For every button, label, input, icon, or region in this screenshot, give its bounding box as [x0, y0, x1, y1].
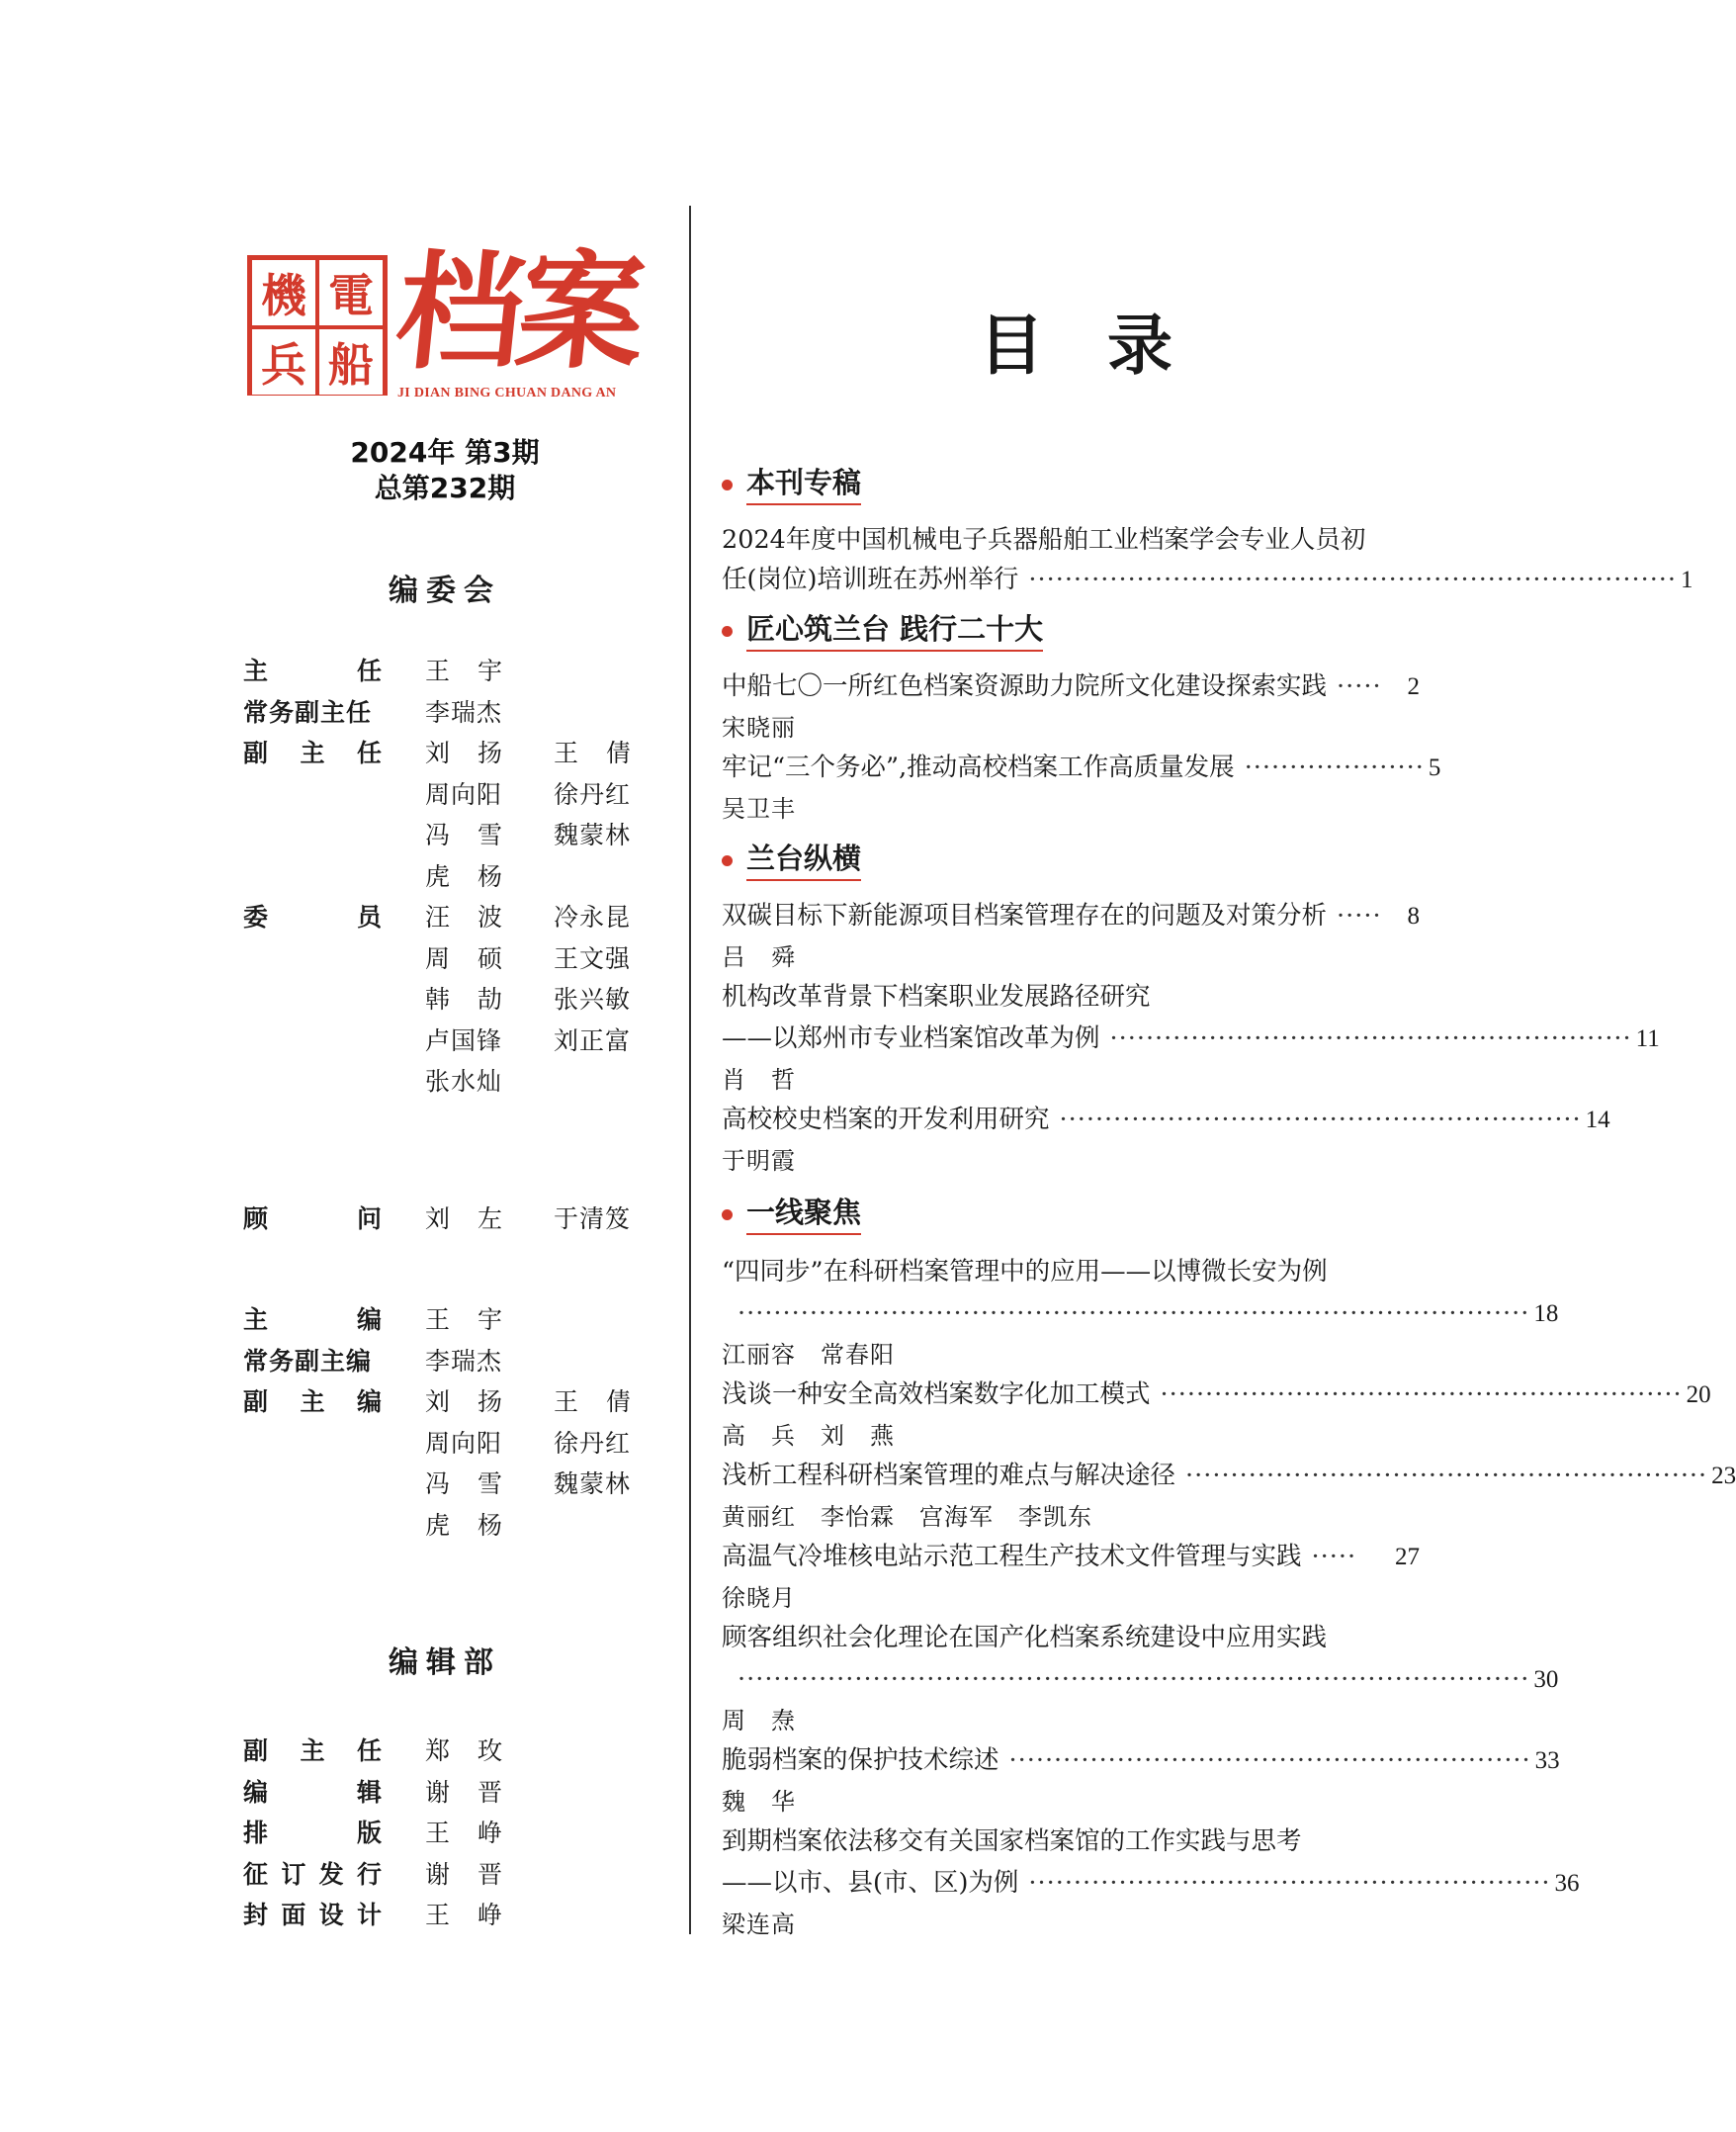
editorial-dept-title: 编辑部: [389, 1645, 501, 1680]
roster-role: 常务副主任: [243, 698, 373, 727]
toc-entry[interactable]: ——以市、县(市、区)为例 ·························································· 36: [722, 1863, 1420, 1903]
page-number: 23: [1711, 1463, 1736, 1489]
toc-entry[interactable]: 高校校史档案的开发利用研究 ·························································· 14: [722, 1100, 1420, 1139]
toc-author: 肖 哲: [722, 1066, 796, 1094]
toc-entry[interactable]: 2024年度中国机械电子兵器船舶工业档案学会专业人员初: [722, 525, 1366, 555]
toc-entry[interactable]: 浅谈一种安全高效档案数字化加工模式 ·························································· 20: [722, 1375, 1420, 1414]
roster-role: 副 主 任: [243, 739, 382, 767]
seal-char: 機: [252, 260, 315, 325]
toc-entry[interactable]: 任(岗位)培训班在苏州举行 ········································································ 1: [722, 560, 1420, 599]
roster-name: 刘正富: [554, 1026, 632, 1055]
toc-entry[interactable]: 浅析工程科研档案管理的难点与解决途径 ·························································· 23: [722, 1456, 1420, 1495]
masthead-calligraphy: 档案: [390, 238, 647, 387]
masthead-pinyin: JI DIAN BING CHUAN DANG AN: [397, 386, 617, 400]
toc-section-heading: 兰台纵横: [722, 839, 861, 882]
roster-role: 主 编: [243, 1305, 382, 1334]
roster-name: 王 峥: [425, 1819, 502, 1847]
toc-author: 于明霞: [722, 1147, 796, 1175]
issue-number: 2024年 第3期: [350, 436, 540, 469]
roster-name: 周向阳: [425, 780, 503, 809]
editorial-board-title: 编委会: [389, 574, 501, 608]
roster-name: 冯 雪: [425, 821, 502, 849]
bullet-dot-icon: [722, 480, 733, 490]
toc-entry[interactable]: ························································································ 18: [722, 1293, 1420, 1333]
page-number: 20: [1686, 1381, 1711, 1408]
roster-role: 副 主 任: [243, 1736, 382, 1765]
toc-author: 周 焘: [722, 1707, 796, 1734]
masthead-seal: [247, 255, 388, 396]
seal-char: 電: [319, 260, 383, 325]
toc-section-heading: 一线聚焦: [722, 1193, 861, 1236]
roster-name: 刘 扬: [425, 739, 502, 767]
roster-name: 王文强: [554, 944, 632, 973]
roster-name: 于清笈: [554, 1204, 632, 1233]
roster-name: 李瑞杰: [425, 698, 503, 727]
roster-name: 张兴敏: [554, 985, 632, 1014]
issue-total: 总第232期: [374, 472, 516, 504]
page-number: 5: [1428, 755, 1441, 781]
toc-entry[interactable]: 机构改革背景下档案职业发展路径研究: [722, 982, 1151, 1012]
roster-name: 虎 杨: [425, 1511, 502, 1540]
roster-name: 卢国锋: [425, 1026, 503, 1055]
toc-entry[interactable]: 中船七〇一所红色档案资源助力院所文化建设探索实践 ····· 2: [722, 666, 1420, 706]
toc-entry[interactable]: 双碳目标下新能源项目档案管理存在的问题及对策分析 ····· 8: [722, 896, 1420, 935]
toc-author: 黄丽红 李怡霖 宫海军 李凯东: [722, 1503, 1092, 1531]
bullet-dot-icon: [722, 626, 733, 637]
roster-name: 王 宇: [425, 1305, 502, 1334]
roster-name: 魏蒙林: [554, 821, 632, 849]
roster-name: 冷永昆: [554, 903, 632, 932]
toc-author: 徐晓月: [722, 1584, 796, 1612]
toc-entry[interactable]: 到期档案依法移交有关国家档案馆的工作实践与思考: [722, 1826, 1302, 1856]
roster-role: 封 面 设 计: [243, 1901, 382, 1929]
roster-name: 韩 劼: [425, 985, 502, 1014]
roster-name: 刘 扬: [425, 1387, 502, 1416]
toc-entry[interactable]: ························································································ 30: [722, 1659, 1420, 1699]
roster-name: 谢 晋: [425, 1860, 502, 1889]
toc-author: 吕 舜: [722, 943, 796, 971]
roster-name: 魏蒙林: [554, 1469, 632, 1498]
toc-author: 魏 华: [722, 1788, 796, 1816]
roster-role: 委 员: [243, 903, 382, 932]
roster-name: 冯 雪: [425, 1469, 502, 1498]
roster-name: 徐丹红: [554, 1429, 632, 1458]
toc-author: 梁连高: [722, 1910, 796, 1938]
page-number: 27: [1395, 1544, 1420, 1570]
page-number: 14: [1585, 1107, 1610, 1133]
page-number: 18: [1533, 1300, 1559, 1327]
roster-name: 王 峥: [425, 1901, 502, 1929]
roster-name: 王 倩: [554, 1387, 631, 1416]
roster-role: 常务副主编: [243, 1347, 373, 1376]
roster-name: 谢 晋: [425, 1778, 502, 1807]
roster-name: 李瑞杰: [425, 1347, 503, 1376]
roster-name: 周 硕: [425, 944, 502, 973]
seal-char: 兵: [252, 329, 315, 395]
toc-author: 宋晓丽: [722, 714, 796, 742]
roster-role: 顾 问: [243, 1204, 382, 1233]
roster-role: 主 任: [243, 657, 382, 685]
page-number: 1: [1681, 567, 1693, 593]
page-number: 30: [1533, 1666, 1559, 1693]
toc-entry[interactable]: 牢记“三个务必”,推动高校档案工作高质量发展 ···················· 5: [722, 748, 1420, 787]
roster-name: 王 倩: [554, 739, 631, 767]
seal-char: 船: [319, 329, 383, 395]
toc-entry[interactable]: 高温气冷堆核电站示范工程生产技术文件管理与实践 ····· 27: [722, 1537, 1420, 1576]
page-number: 11: [1635, 1025, 1660, 1052]
roster-name: 虎 杨: [425, 862, 502, 891]
page-number: 8: [1407, 903, 1420, 930]
toc-entry[interactable]: 脆弱档案的保护技术综述 ·························································· 33: [722, 1740, 1420, 1780]
roster-role: 编 辑: [243, 1778, 382, 1807]
roster-name: 王 宇: [425, 657, 502, 685]
toc-section-heading: 匠心筑兰台 践行二十大: [722, 609, 1043, 653]
toc-entry[interactable]: 顾客组织社会化理论在国产化档案系统建设中应用实践: [722, 1623, 1328, 1652]
roster-name: 张水灿: [425, 1067, 503, 1096]
roster-role: 排 版: [243, 1819, 382, 1847]
toc-entry[interactable]: “四同步”在科研档案管理中的应用——以博微长安为例: [722, 1257, 1328, 1287]
roster-name: 汪 波: [425, 903, 502, 932]
roster-role: 副 主 编: [243, 1387, 382, 1416]
toc-author: 吴卫丰: [722, 795, 796, 823]
bullet-dot-icon: [722, 1209, 733, 1220]
column-divider: [689, 206, 691, 1934]
toc-title: 目录: [979, 307, 1236, 384]
page-number: 36: [1554, 1870, 1580, 1897]
toc-entry[interactable]: ——以郑州市专业档案馆改革为例 ·························································· 11: [722, 1019, 1420, 1058]
page-number: 33: [1534, 1747, 1560, 1774]
toc-author: 江丽容 常春阳: [722, 1341, 895, 1369]
roster-name: 郑 玫: [425, 1736, 502, 1765]
toc-section-heading: 本刊专稿: [722, 463, 861, 506]
roster-role: 征 订 发 行: [243, 1860, 382, 1889]
page-number: 2: [1407, 673, 1420, 700]
roster-name: 刘 左: [425, 1204, 502, 1233]
bullet-dot-icon: [722, 855, 733, 866]
roster-name: 徐丹红: [554, 780, 632, 809]
roster-name: 周向阳: [425, 1429, 503, 1458]
toc-author: 高 兵 刘 燕: [722, 1422, 895, 1450]
